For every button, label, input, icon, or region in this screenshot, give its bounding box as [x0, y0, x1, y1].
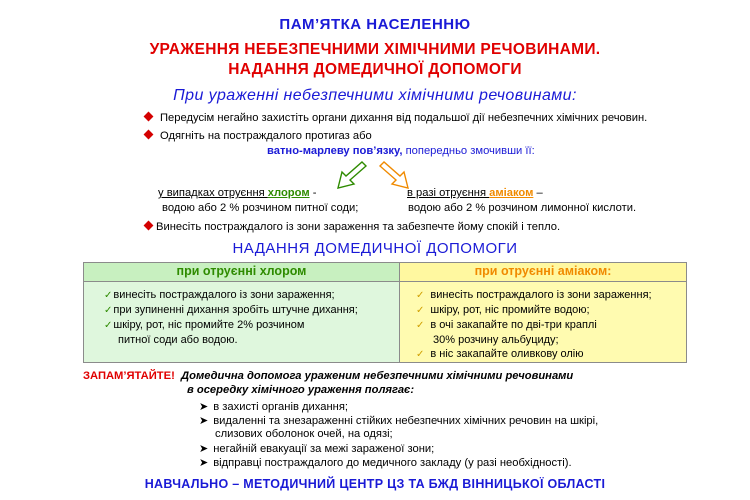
remember-item: ➤ відправці постраждалого до медичного закладу (у разі необхідності).	[199, 457, 572, 469]
checkmark-icon: ✓	[104, 320, 113, 331]
chevron-right-icon: ➤	[199, 401, 209, 413]
step-1	[145, 112, 647, 124]
ammonia-header: при отруєнні аміаком:	[400, 263, 687, 282]
list-item: ✓при зупиненні дихання зробіть штучне дихання;	[104, 304, 358, 316]
list-item: питної соди або водою.	[118, 334, 238, 346]
step-2-text: Одягніть на постраждалого протигаз або	[160, 130, 372, 142]
step-2	[145, 130, 372, 142]
checkmark-icon: ✓	[416, 305, 425, 316]
chevron-right-icon: ➤	[199, 443, 209, 455]
remember-text-line1: Домедична допомога ураженим небезпечними хімічними речовинами	[181, 370, 574, 382]
first-aid-heading: НАДАННЯ ДОМЕДИЧНОЇ ДОПОМОГИ	[232, 240, 518, 257]
list-item: ✓ винесіть постраждалого із зони зараження;	[416, 289, 652, 301]
step-2-rest: попередньо змочивши її:	[402, 145, 535, 157]
remember-item: ➤ видаленні та знезараженні стійких небезпечних хімічних речовин на шкірі,	[199, 415, 599, 427]
step-2-continuation	[267, 145, 535, 157]
remember-block	[83, 370, 573, 382]
step-3	[145, 221, 560, 233]
checkmark-icon: ✓	[104, 290, 113, 301]
checkmark-icon: ✓	[104, 305, 113, 316]
subtitle-line2: НАДАННЯ ДОМЕДИЧНОЇ ДОПОМОГИ	[228, 61, 522, 78]
diamond-bullet-icon	[144, 112, 154, 122]
remember-label: ЗАПАМ’ЯТАЙТЕ!	[83, 370, 175, 382]
step-1-text: Передусім негайно захистіть органи дихання від подальшої дії небезпечних хімічних речовин.	[160, 112, 648, 124]
diamond-bullet-icon	[144, 221, 154, 231]
list-item: ✓ в ніс закапайте оливкову олію	[416, 348, 584, 360]
checkmark-icon: ✓	[416, 290, 425, 301]
remember-text-line2: в осередку хімічного ураження полягає:	[187, 384, 415, 396]
step-2-highlight: ватно-марлеву пов’язку,	[267, 145, 403, 157]
chlorine-case	[158, 187, 316, 199]
page-title: ПАМ’ЯТКА НАСЕЛЕННЮ	[279, 16, 471, 33]
chevron-right-icon: ➤	[199, 457, 209, 469]
chlorine-aid-list	[84, 282, 400, 363]
list-item: ✓ в очі закапайте по дві-три краплі	[416, 319, 597, 331]
remember-item-continuation: слизових оболонок очей, на одязі;	[215, 428, 393, 440]
green-arrow-icon	[338, 162, 366, 188]
chlorine-word: хлором	[267, 187, 310, 199]
chevron-right-icon: ➤	[199, 415, 209, 427]
ammonia-case-line2: водою або 2 % розчином лимонної кислоти.	[408, 202, 637, 214]
checkmark-icon: ✓	[416, 349, 425, 360]
ammonia-prefix: в разі отруєння	[407, 187, 490, 199]
list-item: ✓винесіть постраждалого із зони зараження;	[104, 289, 335, 301]
list-item: 30% розчину альбуциду;	[433, 334, 559, 346]
first-aid-table	[83, 262, 687, 363]
remember-item: ➤ негайній евакуації за межі зараженої зони;	[199, 443, 435, 455]
checkmark-icon: ✓	[416, 320, 425, 331]
diamond-bullet-icon	[144, 130, 154, 140]
chlorine-suffix: -	[309, 187, 317, 199]
ammonia-suffix: –	[533, 187, 543, 199]
ammonia-word: аміаком	[489, 187, 534, 199]
step-3-text: Винесіть постраждалого із зони зараження та забезпечте йому спокій і тепло.	[156, 221, 561, 233]
list-item: ✓шкіру, рот, ніс промийте 2% розчином	[104, 319, 305, 331]
subtitle-line1: УРАЖЕННЯ НЕБЕЗПЕЧНИМИ ХІМІЧНИМИ РЕЧОВИНАМИ.	[149, 41, 601, 58]
remember-item: ➤ в захисті органів дихання;	[199, 401, 348, 413]
chlorine-prefix: у випадках отруєння	[158, 187, 268, 199]
chlorine-header: при отруєнні хлором	[84, 263, 400, 282]
ammonia-case	[407, 187, 543, 199]
orange-arrow-icon	[380, 162, 408, 188]
intro-heading: При ураженні небезпечними хімічними речовинами:	[173, 87, 577, 104]
list-item: ✓ шкіру, рот, ніс промийте водою;	[416, 304, 590, 316]
ammonia-aid-list	[400, 282, 687, 363]
footer: НАВЧАЛЬНО – МЕТОДИЧНИЙ ЦЕНТР ЦЗ ТА БЖД ВІННИЦЬКОЇ ОБЛАСТІ	[144, 477, 606, 491]
chlorine-case-line2: водою або 2 % розчином питної соди;	[162, 202, 359, 214]
